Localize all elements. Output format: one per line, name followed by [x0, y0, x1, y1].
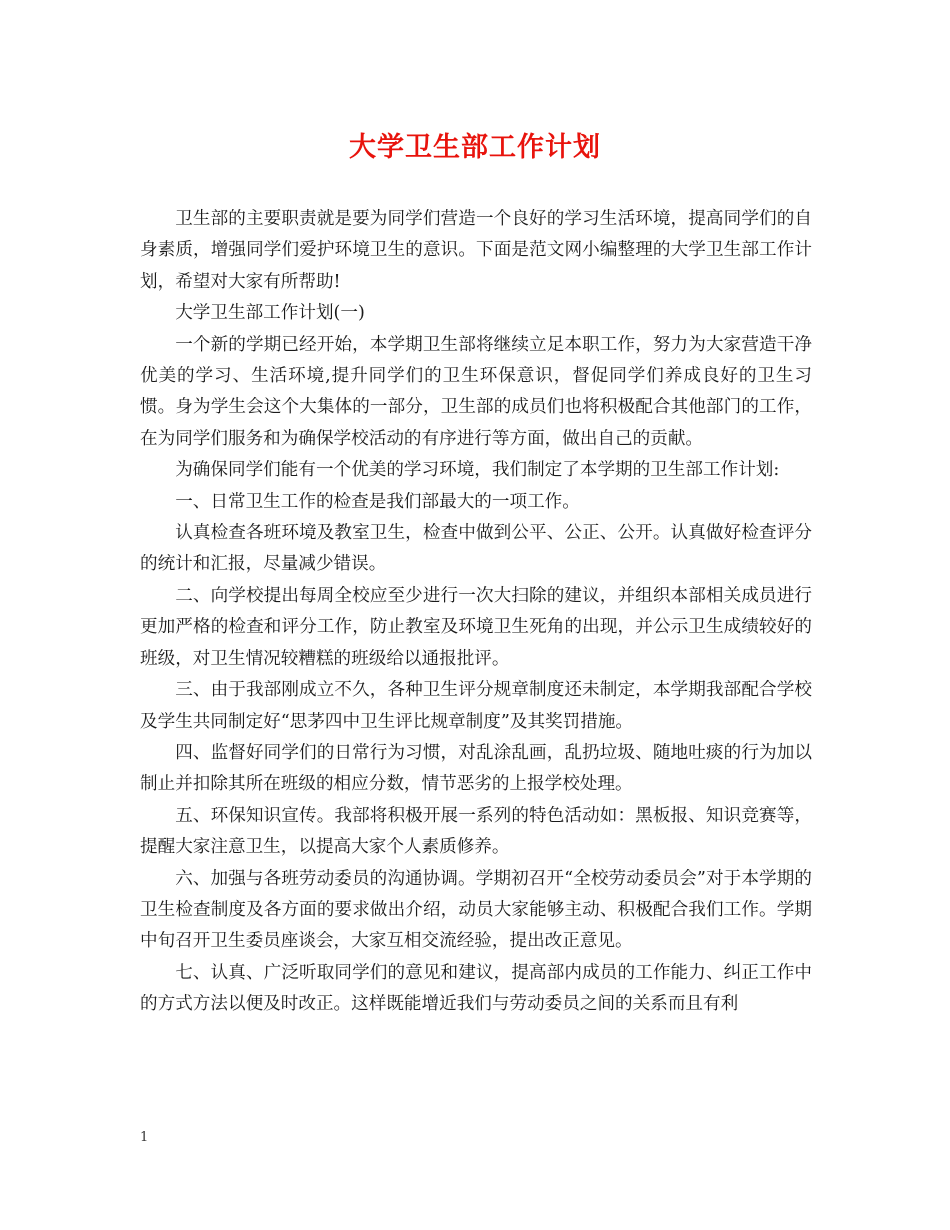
- paragraph: 为确保同学们能有一个优美的学习环境，我们制定了本学期的卫生部工作计划:: [175, 460, 780, 481]
- document-title: 大学卫生部工作计划: [349, 132, 601, 163]
- paragraph-item-1: 一、日常卫生工作的检查是我们部最大的一项工作。: [175, 491, 580, 512]
- paragraph-subtitle: 大学卫生部工作计划(一): [175, 303, 365, 324]
- page-number: 1: [140, 1130, 149, 1145]
- paragraph-item-7: 七、认真、广泛听取同学们的意见和建议，提高部内成员的工作能力、纠正工作中的方式方法以便及时改正。这样既能增近我们与劳动委员之间的关系而且有利: [140, 962, 812, 1015]
- paragraph: 一个新的学期已经开始，本学期卫生部将继续立足本职工作，努力为大家营造干净优美的学习、生活环境,提升同学们的卫生环保意识，督促同学们养成良好的卫生习惯。身为学生会这个大集体的一部分，卫生部的成员们也将积极配合其他部门的工作，在为同学们服务和为确保学校活动的有序进行等方面，做出自己的贡献。: [140, 334, 812, 449]
- paragraph-intro: 卫生部的主要职责就是要为同学们营造一个良好的学习生活环境，提高同学们的自身素质，增强同学们爱护环境卫生的意识。下面是范文网小编整理的大学卫生部工作计划，希望对大家有所帮助!: [140, 209, 812, 292]
- paragraph-item-4: 四、监督好同学们的日常行为习惯，对乱涂乱画，乱扔垃圾、随地吐痰的行为加以制止并扣除其所在班级的相应分数，情节恶劣的上报学校处理。: [140, 742, 812, 795]
- document-body: [140, 204, 812, 1021]
- paragraph-item-2: 二、向学校提出每周全校应至少进行一次大扫除的建议，并组织本部相关成员进行更加严格的检查和评分工作，防止教室及环境卫生死角的出现，并公示卫生成绩较好的班级，对卫生情况较糟糕的班级给以通报批评。: [140, 585, 812, 669]
- paragraph-item-3: 三、由于我部刚成立不久，各种卫生评分规章制度还未制定，本学期我部配合学校及学生共同制定好“思茅四中卫生评比规章制度”及其奖罚措施。: [140, 680, 812, 732]
- paragraph-item-6: 六、加强与各班劳动委员的沟通协调。学期初召开“全校劳动委员会”对于本学期的卫生检查制度及各方面的要求做出介绍，动员大家能够主动、积极配合我们工作。学期中旬召开卫生委员座谈会，大家互相交流经验，提出改正意见。: [140, 868, 812, 952]
- paragraph: 认真检查各班环境及教室卫生，检查中做到公平、公正、公开。认真做好检查评分的统计和汇报，尽量减少错误。: [140, 523, 812, 575]
- paragraph-item-5: 五、环保知识宣传。我部将积极开展一系列的特色活动如：黑板报、知识竞赛等，提醒大家注意卫生，以提高大家个人素质修养。: [140, 805, 812, 858]
